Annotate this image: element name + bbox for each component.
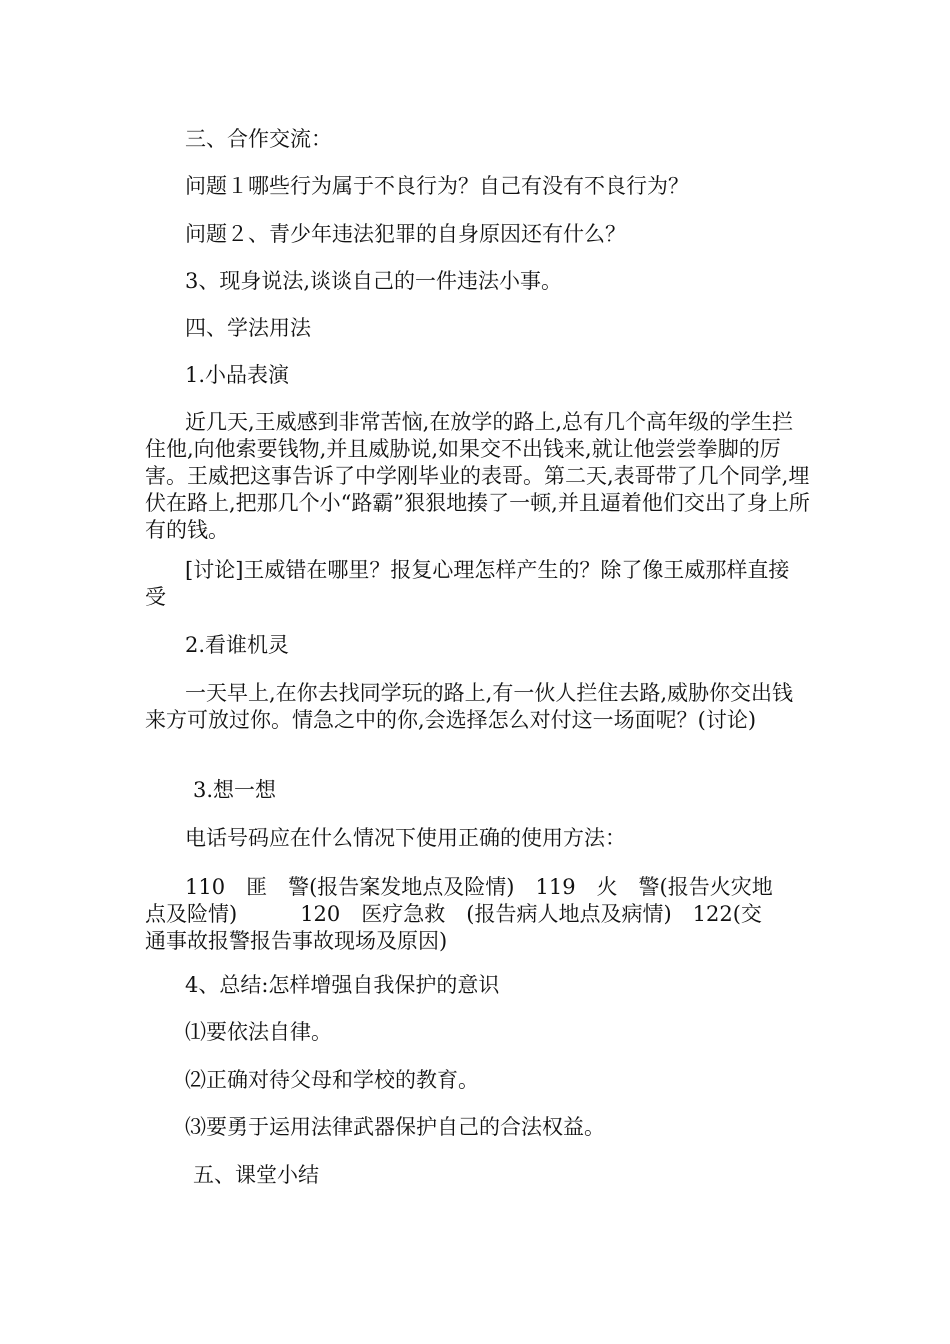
phone-line-3: 通事故报警报告事故现场及原因) (145, 929, 448, 953)
story-paragraph-2: 一天早上,在你去找同学玩的路上,有一伙人拦住去路,威胁你交出钱来方可放过你。情急之中的你,会选择怎么对付这一场面呢？(讨论) (145, 681, 794, 732)
section-heading-law: 四、学法用法 (185, 316, 311, 340)
question-2: 问题２、青少年违法犯罪的自身原因还有什么？ (185, 222, 626, 246)
item-2-title: 2.看谁机灵 (185, 633, 290, 657)
phone-intro: 电话号码应在什么情况下使用正确的使用方法： (185, 826, 626, 850)
phone-line-2: 点及险情) 120 医疗急救 (报告病人地点及病情) 122(交 (145, 902, 762, 926)
summary-item-3: ⑶要勇于运用法律武器保护自己的合法权益。 (185, 1115, 605, 1139)
phone-line-1: 110 匪 警(报告案发地点及险情) 119 火 警(报告火灾地 (185, 875, 773, 899)
discussion-paragraph: [讨论]王威错在哪里？报复心理怎样产生的？除了像王威那样直接受 (145, 558, 790, 609)
summary-item-2: ⑵正确对待父母和学校的教育。 (185, 1068, 479, 1092)
section-heading-cooperation: 三、合作交流： (185, 127, 332, 151)
question-1: 问题１哪些行为属于不良行为？自己有没有不良行为？ (185, 174, 689, 198)
question-3: 3、现身说法,谈谈自己的一件违法小事。 (185, 269, 563, 293)
section-heading-summary: 五、课堂小结 (193, 1163, 319, 1187)
story-paragraph-1: 近几天,王威感到非常苦恼,在放学的路上,总有几个高年级的学生拦住他,向他索要钱物,并且威胁说,如果交不出钱来,就让他尝尝拳脚的厉害。王威把这事告诉了中学刚毕业的表哥。第二天,表哥带了几个同学,埋伏在路上,把那几个小“路霸”狠狠地揍了一顿,并且逼着他们交出了身上所有的钱。 (145, 410, 810, 542)
summary-title: 4、总结:怎样增强自我保护的意识 (185, 973, 500, 997)
item-1-title: 1.小品表演 (185, 363, 290, 387)
item-3-title: 3.想一想 (193, 778, 277, 802)
summary-item-1: ⑴要依法自律。 (185, 1020, 332, 1044)
